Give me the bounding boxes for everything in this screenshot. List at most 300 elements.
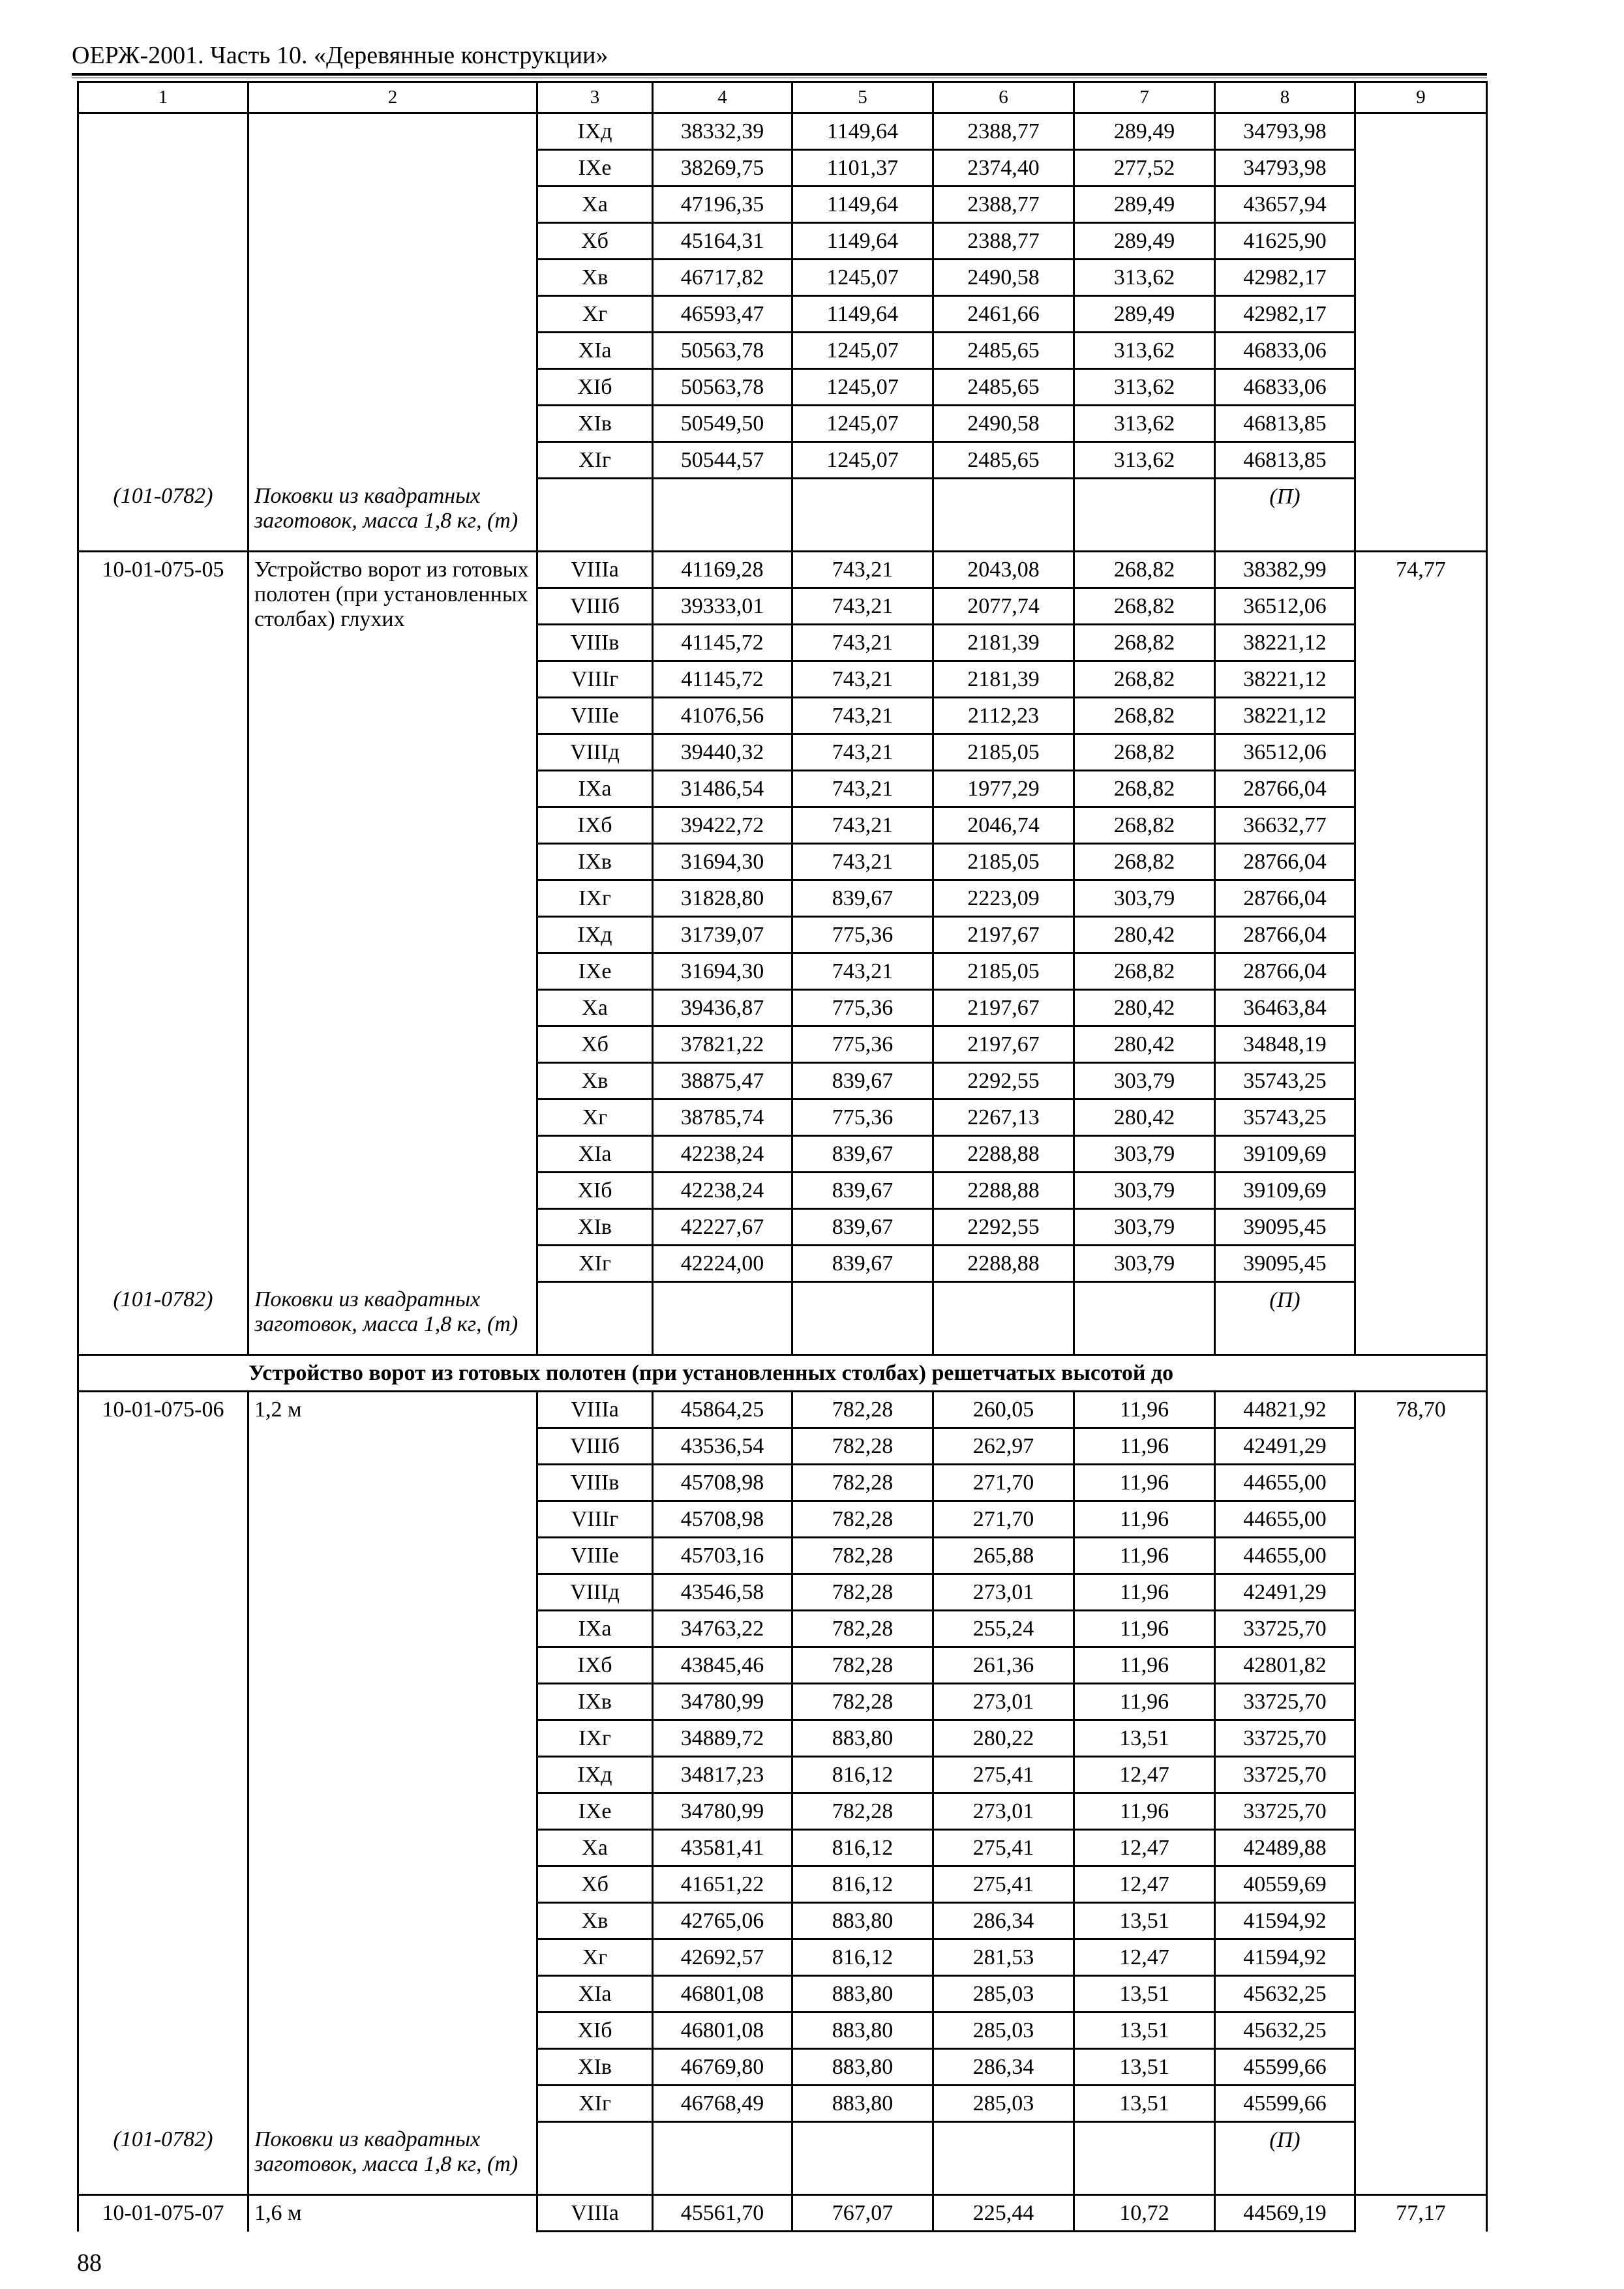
total-cost: 38269,75 xyxy=(653,150,792,187)
total-cost: 45708,98 xyxy=(653,1465,792,1501)
total-cost: 43546,58 xyxy=(653,1574,792,1611)
materials-cost: 42982,17 xyxy=(1215,296,1355,333)
materials-cost: 28766,04 xyxy=(1215,771,1355,807)
labor-cost: 74,77 xyxy=(1355,552,1487,1355)
wages: 1101,37 xyxy=(792,150,933,187)
machinist-wages: 13,51 xyxy=(1074,2012,1215,2049)
total-cost: 46769,80 xyxy=(653,2049,792,2086)
machine-cost: 275,41 xyxy=(933,1757,1074,1793)
empty-cell xyxy=(1074,479,1215,552)
zone-code: XIг xyxy=(537,442,653,479)
zone-code: VIIIд xyxy=(537,1574,653,1611)
machinist-wages: 11,96 xyxy=(1074,1428,1215,1465)
zone-code: Xв xyxy=(537,1903,653,1939)
materials-cost: 33725,70 xyxy=(1215,1720,1355,1757)
materials-cost: 39109,69 xyxy=(1215,1173,1355,1209)
zone-code: IXд xyxy=(537,113,653,150)
total-cost: 45864,25 xyxy=(653,1392,792,1428)
zone-code: XIг xyxy=(537,1246,653,1282)
zone-code: VIIIе xyxy=(537,1538,653,1574)
wages: 1149,64 xyxy=(792,223,933,260)
zone-code: XIб xyxy=(537,2012,653,2049)
machine-cost: 2197,67 xyxy=(933,1026,1074,1063)
empty-cell xyxy=(933,1282,1074,1355)
column-number: 6 xyxy=(933,82,1074,113)
zone-code: VIIIв xyxy=(537,625,653,661)
materials-cost: 44569,19 xyxy=(1215,2195,1355,2232)
machine-cost: 2288,88 xyxy=(933,1136,1074,1173)
total-cost: 38785,74 xyxy=(653,1100,792,1136)
table-row xyxy=(78,113,1487,150)
labor-cost: 77,17 xyxy=(1355,2195,1487,2232)
total-cost: 39333,01 xyxy=(653,588,792,625)
wages: 883,80 xyxy=(792,2086,933,2122)
machinist-wages: 268,82 xyxy=(1074,734,1215,771)
total-cost: 45703,16 xyxy=(653,1538,792,1574)
zone-code: Xб xyxy=(537,1026,653,1063)
zone-code: IXв xyxy=(537,844,653,880)
materials-cost: 42982,17 xyxy=(1215,260,1355,296)
total-cost: 43581,41 xyxy=(653,1830,792,1866)
machine-cost: 275,41 xyxy=(933,1866,1074,1903)
total-cost: 31828,80 xyxy=(653,880,792,917)
wages: 839,67 xyxy=(792,1173,933,1209)
zone-code: IXе xyxy=(537,1793,653,1830)
total-cost: 45708,98 xyxy=(653,1501,792,1538)
column-number: 8 xyxy=(1215,82,1355,113)
wages: 743,21 xyxy=(792,734,933,771)
page-number: 88 xyxy=(77,2249,102,2277)
machine-cost: 265,88 xyxy=(933,1538,1074,1574)
machinist-wages: 13,51 xyxy=(1074,1720,1215,1757)
machinist-wages: 11,96 xyxy=(1074,1465,1215,1501)
table-row xyxy=(78,1392,1487,1428)
machinist-wages: 313,62 xyxy=(1074,369,1215,406)
wages: 1245,07 xyxy=(792,442,933,479)
total-cost: 42765,06 xyxy=(653,1903,792,1939)
total-cost: 31694,30 xyxy=(653,953,792,990)
machine-cost: 2197,67 xyxy=(933,917,1074,953)
total-cost: 34763,22 xyxy=(653,1611,792,1647)
item-code: 10-01-075-07 xyxy=(78,2195,248,2232)
machinist-wages: 313,62 xyxy=(1074,442,1215,479)
wages: 782,28 xyxy=(792,1684,933,1720)
column-number: 7 xyxy=(1074,82,1215,113)
empty-cell xyxy=(653,479,792,552)
column-number: 5 xyxy=(792,82,933,113)
wages: 782,28 xyxy=(792,1611,933,1647)
zone-code: VIIIа xyxy=(537,552,653,588)
wages: 782,28 xyxy=(792,1538,933,1574)
machine-cost: 255,24 xyxy=(933,1611,1074,1647)
total-cost: 39436,87 xyxy=(653,990,792,1026)
machinist-wages: 11,96 xyxy=(1074,1574,1215,1611)
zone-code: VIIIе xyxy=(537,698,653,734)
machine-cost: 2292,55 xyxy=(933,1209,1074,1246)
total-cost: 46593,47 xyxy=(653,296,792,333)
machine-cost: 2388,77 xyxy=(933,223,1074,260)
item-code: 10-01-075-05 xyxy=(78,552,248,1282)
machine-cost: 260,05 xyxy=(933,1392,1074,1428)
total-cost: 37821,22 xyxy=(653,1026,792,1063)
machine-cost: 285,03 xyxy=(933,2012,1074,2049)
total-cost: 50563,78 xyxy=(653,333,792,369)
material-unit-flag: (П) xyxy=(1215,479,1355,552)
total-cost: 42227,67 xyxy=(653,1209,792,1246)
wages: 767,07 xyxy=(792,2195,933,2232)
materials-cost: 42801,82 xyxy=(1215,1647,1355,1684)
zone-code: Xг xyxy=(537,1100,653,1136)
material-description: Поковки из квадратных заготовок, масса 1,8 кг, (т) xyxy=(248,479,537,552)
wages: 743,21 xyxy=(792,953,933,990)
total-cost: 41076,56 xyxy=(653,698,792,734)
materials-cost: 38221,12 xyxy=(1215,698,1355,734)
wages: 782,28 xyxy=(792,1428,933,1465)
machine-cost: 281,53 xyxy=(933,1939,1074,1976)
total-cost: 47196,35 xyxy=(653,187,792,223)
total-cost: 34817,23 xyxy=(653,1757,792,1793)
materials-cost: 41594,92 xyxy=(1215,1939,1355,1976)
total-cost: 38332,39 xyxy=(653,113,792,150)
materials-cost: 36512,06 xyxy=(1215,588,1355,625)
machinist-wages: 277,52 xyxy=(1074,150,1215,187)
machine-cost: 2185,05 xyxy=(933,953,1074,990)
materials-cost: 45632,25 xyxy=(1215,1976,1355,2012)
machine-cost: 273,01 xyxy=(933,1684,1074,1720)
materials-cost: 45599,66 xyxy=(1215,2086,1355,2122)
materials-cost: 46813,85 xyxy=(1215,406,1355,442)
machinist-wages: 303,79 xyxy=(1074,1246,1215,1282)
materials-cost: 46833,06 xyxy=(1215,333,1355,369)
machinist-wages: 268,82 xyxy=(1074,953,1215,990)
machine-cost: 285,03 xyxy=(933,2086,1074,2122)
table-row xyxy=(78,2195,1487,2232)
total-cost: 42238,24 xyxy=(653,1136,792,1173)
wages: 1245,07 xyxy=(792,406,933,442)
machine-cost: 261,36 xyxy=(933,1647,1074,1684)
material-note-row xyxy=(78,2122,1487,2195)
wages: 775,36 xyxy=(792,990,933,1026)
materials-cost: 28766,04 xyxy=(1215,953,1355,990)
zone-code: IXд xyxy=(537,917,653,953)
wages: 743,21 xyxy=(792,625,933,661)
wages: 743,21 xyxy=(792,661,933,698)
total-cost: 42224,00 xyxy=(653,1246,792,1282)
machine-cost: 2485,65 xyxy=(933,442,1074,479)
zone-code: VIIIа xyxy=(537,2195,653,2232)
zone-code: Xа xyxy=(537,990,653,1026)
materials-cost: 41594,92 xyxy=(1215,1903,1355,1939)
total-cost: 31739,07 xyxy=(653,917,792,953)
wages: 1245,07 xyxy=(792,333,933,369)
materials-cost: 39095,45 xyxy=(1215,1209,1355,1246)
empty-cell xyxy=(1074,1282,1215,1355)
material-description: Поковки из квадратных заготовок, масса 1,8 кг, (т) xyxy=(248,2122,537,2195)
materials-cost: 44655,00 xyxy=(1215,1501,1355,1538)
wages: 883,80 xyxy=(792,1903,933,1939)
materials-cost: 40559,69 xyxy=(1215,1866,1355,1903)
empty-cell xyxy=(537,479,653,552)
wages: 743,21 xyxy=(792,771,933,807)
machinist-wages: 12,47 xyxy=(1074,1830,1215,1866)
total-cost: 31486,54 xyxy=(653,771,792,807)
machinist-wages: 11,96 xyxy=(1074,1793,1215,1830)
column-number: 9 xyxy=(1355,82,1487,113)
wages: 1245,07 xyxy=(792,260,933,296)
zone-code: XIб xyxy=(537,1173,653,1209)
zone-code: Xг xyxy=(537,296,653,333)
zone-code: IXг xyxy=(537,880,653,917)
zone-code: XIг xyxy=(537,2086,653,2122)
empty-cell xyxy=(537,2122,653,2195)
zone-code: Xв xyxy=(537,260,653,296)
total-cost: 50563,78 xyxy=(653,369,792,406)
total-cost: 45164,31 xyxy=(653,223,792,260)
materials-cost: 44655,00 xyxy=(1215,1465,1355,1501)
wages: 743,21 xyxy=(792,698,933,734)
machine-cost: 271,70 xyxy=(933,1465,1074,1501)
total-cost: 39440,32 xyxy=(653,734,792,771)
machinist-wages: 280,42 xyxy=(1074,1100,1215,1136)
zone-code: Xб xyxy=(537,1866,653,1903)
wages: 743,21 xyxy=(792,552,933,588)
machinist-wages: 11,96 xyxy=(1074,1647,1215,1684)
machinist-wages: 13,51 xyxy=(1074,1976,1215,2012)
materials-cost: 34793,98 xyxy=(1215,150,1355,187)
machine-cost: 2388,77 xyxy=(933,113,1074,150)
machine-cost: 2267,13 xyxy=(933,1100,1074,1136)
materials-cost: 42491,29 xyxy=(1215,1574,1355,1611)
machinist-wages: 289,49 xyxy=(1074,223,1215,260)
machinist-wages: 313,62 xyxy=(1074,406,1215,442)
materials-cost: 34793,98 xyxy=(1215,113,1355,150)
materials-cost: 35743,25 xyxy=(1215,1063,1355,1100)
wages: 782,28 xyxy=(792,1647,933,1684)
machine-cost: 2181,39 xyxy=(933,661,1074,698)
machinist-wages: 268,82 xyxy=(1074,844,1215,880)
wages: 1149,64 xyxy=(792,113,933,150)
machinist-wages: 289,49 xyxy=(1074,187,1215,223)
machine-cost: 2181,39 xyxy=(933,625,1074,661)
machinist-wages: 12,47 xyxy=(1074,1866,1215,1903)
total-cost: 42692,57 xyxy=(653,1939,792,1976)
zone-code: XIв xyxy=(537,406,653,442)
materials-cost: 45599,66 xyxy=(1215,2049,1355,2086)
wages: 883,80 xyxy=(792,2049,933,2086)
machinist-wages: 313,62 xyxy=(1074,333,1215,369)
wages: 839,67 xyxy=(792,1246,933,1282)
column-number: 3 xyxy=(537,82,653,113)
materials-cost: 45632,25 xyxy=(1215,2012,1355,2049)
machinist-wages: 268,82 xyxy=(1074,588,1215,625)
total-cost: 39422,72 xyxy=(653,807,792,844)
material-code: (101-0782) xyxy=(78,2122,248,2195)
wages: 839,67 xyxy=(792,880,933,917)
materials-cost: 33725,70 xyxy=(1215,1793,1355,1830)
wages: 839,67 xyxy=(792,1209,933,1246)
item-description: 1,6 м xyxy=(248,2195,537,2232)
item-code: 10-01-075-06 xyxy=(78,1392,248,2122)
material-unit-flag: (П) xyxy=(1215,2122,1355,2195)
machinist-wages: 280,42 xyxy=(1074,990,1215,1026)
machine-cost: 271,70 xyxy=(933,1501,1074,1538)
machine-cost: 275,41 xyxy=(933,1830,1074,1866)
zone-code: IXг xyxy=(537,1720,653,1757)
total-cost: 41169,28 xyxy=(653,552,792,588)
machinist-wages: 12,47 xyxy=(1074,1939,1215,1976)
machine-cost: 2374,40 xyxy=(933,150,1074,187)
materials-cost: 39109,69 xyxy=(1215,1136,1355,1173)
zone-code: IXа xyxy=(537,771,653,807)
material-code: (101-0782) xyxy=(78,479,248,552)
machinist-wages: 289,49 xyxy=(1074,296,1215,333)
machinist-wages: 10,72 xyxy=(1074,2195,1215,2232)
materials-cost: 38221,12 xyxy=(1215,625,1355,661)
total-cost: 31694,30 xyxy=(653,844,792,880)
item-code xyxy=(78,113,248,479)
machine-cost: 2461,66 xyxy=(933,296,1074,333)
wages: 782,28 xyxy=(792,1501,933,1538)
empty-cell xyxy=(792,2122,933,2195)
materials-cost: 36463,84 xyxy=(1215,990,1355,1026)
machine-cost: 2288,88 xyxy=(933,1246,1074,1282)
section-title: Устройство ворот из готовых полотен (при установленных столбах) решетчатых высотой до xyxy=(78,1355,1487,1392)
machinist-wages: 268,82 xyxy=(1074,807,1215,844)
materials-cost: 34848,19 xyxy=(1215,1026,1355,1063)
machinist-wages: 11,96 xyxy=(1074,1684,1215,1720)
material-note-row xyxy=(78,479,1487,552)
empty-cell xyxy=(653,2122,792,2195)
zone-code: VIIIд xyxy=(537,734,653,771)
machinist-wages: 268,82 xyxy=(1074,698,1215,734)
machinist-wages: 280,42 xyxy=(1074,1026,1215,1063)
total-cost: 46801,08 xyxy=(653,2012,792,2049)
wages: 816,12 xyxy=(792,1866,933,1903)
zone-code: Xа xyxy=(537,1830,653,1866)
machinist-wages: 303,79 xyxy=(1074,1209,1215,1246)
material-description: Поковки из квадратных заготовок, масса 1,8 кг, (т) xyxy=(248,1282,537,1355)
materials-cost: 28766,04 xyxy=(1215,844,1355,880)
empty-cell xyxy=(933,2122,1074,2195)
machinist-wages: 13,51 xyxy=(1074,2086,1215,2122)
machine-cost: 2292,55 xyxy=(933,1063,1074,1100)
material-unit-flag: (П) xyxy=(1215,1282,1355,1355)
item-description: Устройство ворот из готовых полотен (при установленных столбах) глухих xyxy=(248,552,537,1282)
column-number: 4 xyxy=(653,82,792,113)
price-table xyxy=(77,81,1488,2232)
machinist-wages: 289,49 xyxy=(1074,113,1215,150)
wages: 775,36 xyxy=(792,1100,933,1136)
total-cost: 34889,72 xyxy=(653,1720,792,1757)
wages: 782,28 xyxy=(792,1793,933,1830)
machine-cost: 2223,09 xyxy=(933,880,1074,917)
zone-code: IXд xyxy=(537,1757,653,1793)
materials-cost: 38382,99 xyxy=(1215,552,1355,588)
wages: 816,12 xyxy=(792,1939,933,1976)
zone-code: Xб xyxy=(537,223,653,260)
machine-cost: 2197,67 xyxy=(933,990,1074,1026)
materials-cost: 33725,70 xyxy=(1215,1757,1355,1793)
column-number: 1 xyxy=(78,82,248,113)
wages: 816,12 xyxy=(792,1830,933,1866)
materials-cost: 38221,12 xyxy=(1215,661,1355,698)
materials-cost: 36512,06 xyxy=(1215,734,1355,771)
total-cost: 46768,49 xyxy=(653,2086,792,2122)
material-note-row xyxy=(78,1282,1487,1355)
zone-code: XIб xyxy=(537,369,653,406)
machinist-wages: 12,47 xyxy=(1074,1757,1215,1793)
materials-cost: 44821,92 xyxy=(1215,1392,1355,1428)
empty-cell xyxy=(792,1282,933,1355)
machinist-wages: 313,62 xyxy=(1074,260,1215,296)
materials-cost: 39095,45 xyxy=(1215,1246,1355,1282)
total-cost: 50549,50 xyxy=(653,406,792,442)
zone-code: IXе xyxy=(537,953,653,990)
empty-cell xyxy=(1074,2122,1215,2195)
wages: 839,67 xyxy=(792,1136,933,1173)
machine-cost: 273,01 xyxy=(933,1793,1074,1830)
wages: 782,28 xyxy=(792,1574,933,1611)
zone-code: Xа xyxy=(537,187,653,223)
wages: 775,36 xyxy=(792,917,933,953)
machine-cost: 1977,29 xyxy=(933,771,1074,807)
labor-cost: 78,70 xyxy=(1355,1392,1487,2195)
machine-cost: 2388,77 xyxy=(933,187,1074,223)
machine-cost: 2288,88 xyxy=(933,1173,1074,1209)
zone-code: IXб xyxy=(537,807,653,844)
materials-cost: 33725,70 xyxy=(1215,1684,1355,1720)
machinist-wages: 268,82 xyxy=(1074,661,1215,698)
total-cost: 45561,70 xyxy=(653,2195,792,2232)
machine-cost: 2046,74 xyxy=(933,807,1074,844)
machine-cost: 285,03 xyxy=(933,1976,1074,2012)
wages: 743,21 xyxy=(792,844,933,880)
total-cost: 46801,08 xyxy=(653,1976,792,2012)
zone-code: XIа xyxy=(537,1976,653,2012)
materials-cost: 44655,00 xyxy=(1215,1538,1355,1574)
machine-cost: 2185,05 xyxy=(933,844,1074,880)
zone-code: VIIIг xyxy=(537,661,653,698)
total-cost: 34780,99 xyxy=(653,1684,792,1720)
materials-cost: 33725,70 xyxy=(1215,1611,1355,1647)
column-number-row xyxy=(78,82,1487,113)
wages: 743,21 xyxy=(792,588,933,625)
zone-code: Xг xyxy=(537,1939,653,1976)
machine-cost: 286,34 xyxy=(933,1903,1074,1939)
machine-cost: 280,22 xyxy=(933,1720,1074,1757)
wages: 775,36 xyxy=(792,1026,933,1063)
wages: 883,80 xyxy=(792,2012,933,2049)
section-row xyxy=(78,1355,1487,1392)
total-cost: 41145,72 xyxy=(653,661,792,698)
total-cost: 41651,22 xyxy=(653,1866,792,1903)
machine-cost: 2043,08 xyxy=(933,552,1074,588)
materials-cost: 43657,94 xyxy=(1215,187,1355,223)
wages: 816,12 xyxy=(792,1757,933,1793)
wages: 743,21 xyxy=(792,807,933,844)
wages: 782,28 xyxy=(792,1465,933,1501)
total-cost: 34780,99 xyxy=(653,1793,792,1830)
machine-cost: 2077,74 xyxy=(933,588,1074,625)
wages: 782,28 xyxy=(792,1392,933,1428)
machinist-wages: 268,82 xyxy=(1074,625,1215,661)
total-cost: 43845,46 xyxy=(653,1647,792,1684)
machinist-wages: 13,51 xyxy=(1074,2049,1215,2086)
total-cost: 43536,54 xyxy=(653,1428,792,1465)
machine-cost: 2185,05 xyxy=(933,734,1074,771)
total-cost: 46717,82 xyxy=(653,260,792,296)
zone-code: XIа xyxy=(537,1136,653,1173)
